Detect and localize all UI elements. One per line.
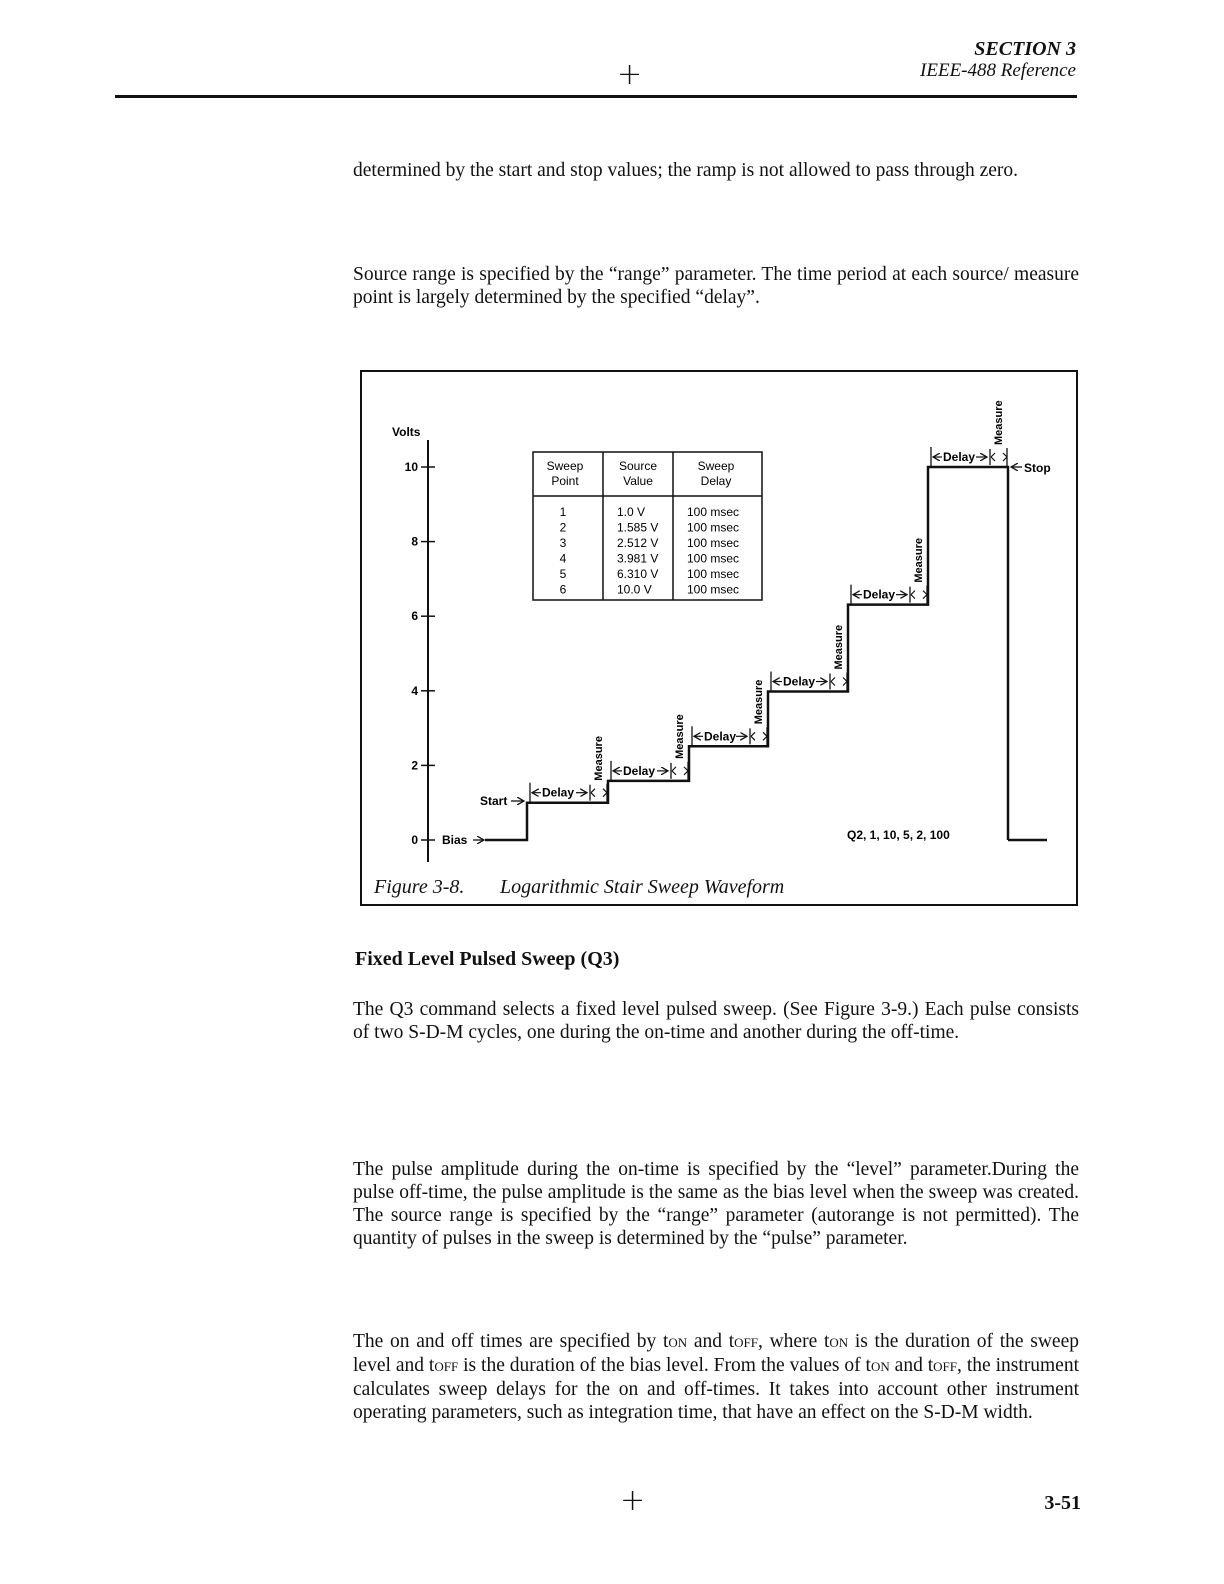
measure-label: Measure bbox=[753, 679, 765, 725]
table-cell: 4 bbox=[559, 551, 567, 566]
table-cell: 2 bbox=[559, 520, 567, 535]
measure-label: Measure bbox=[593, 736, 605, 781]
stop-label: Stop bbox=[1024, 461, 1051, 475]
delay-label: Delay bbox=[783, 674, 816, 689]
page-number: 3-51 bbox=[1044, 1492, 1081, 1514]
measure-left-arrow bbox=[591, 789, 595, 797]
measure-left-arrow bbox=[751, 732, 755, 740]
measure-label: Measure bbox=[913, 537, 925, 583]
table-cell: 100 msec bbox=[687, 505, 740, 519]
y-tick-label: 0 bbox=[411, 833, 418, 847]
y-tick-label: 8 bbox=[411, 534, 418, 549]
start-label: Start bbox=[480, 794, 508, 808]
table-header-cell: Delay bbox=[700, 474, 732, 488]
table-cell: 1.585 V bbox=[617, 520, 659, 535]
paragraph-range: Source range is specified by the “range” parameter. The time period at each source/ measure point is largely determined by the specified “delay”. bbox=[353, 264, 1079, 308]
y-tick-label: 2 bbox=[411, 758, 418, 773]
paragraph-q3-intro: The Q3 command selects a fixed level pulsed sweep. (See Figure 3-9.) Each pulse consists of two S-D-M cycles, one during the on-time and another during the off-time. bbox=[353, 999, 1079, 1043]
registration-mark-bottom: + bbox=[620, 1483, 646, 1518]
measure-label: Measure bbox=[993, 400, 1005, 445]
step-annotation bbox=[931, 400, 1007, 467]
table-cell: 3.981 V bbox=[617, 551, 659, 566]
table-cell: 2.512 V bbox=[617, 536, 659, 550]
step-annotation bbox=[530, 736, 607, 803]
table-header-cell: Source bbox=[618, 459, 658, 473]
table-cell: 3 bbox=[559, 536, 567, 550]
step-annotation bbox=[611, 714, 688, 781]
measure-left-arrow bbox=[831, 678, 835, 686]
table-header-cell: Point bbox=[551, 474, 579, 488]
step-annotation bbox=[851, 538, 927, 605]
command-string: Q2, 1, 10, 5, 2, 100 bbox=[847, 828, 950, 842]
table-cell: 1 bbox=[559, 505, 567, 519]
measure-left-arrow bbox=[672, 767, 676, 775]
delay-label: Delay bbox=[704, 729, 737, 744]
step-annotation bbox=[692, 680, 767, 747]
registration-mark-top: + bbox=[617, 57, 643, 92]
sweep-table bbox=[533, 452, 762, 600]
figure-number: Figure 3-8. bbox=[374, 876, 465, 898]
delay-label: Delay bbox=[623, 763, 656, 778]
table-cell: 100 msec bbox=[687, 567, 740, 581]
y-axis-label: Volts bbox=[392, 425, 421, 439]
delay-label: Delay bbox=[943, 450, 976, 464]
measure-label: Measure bbox=[674, 714, 686, 759]
table-cell: 100 msec bbox=[687, 582, 740, 597]
section-label: SECTION 3 bbox=[974, 38, 1076, 60]
figure-title: Logarithmic Stair Sweep Waveform bbox=[500, 876, 785, 898]
paragraph-ramp: determined by the start and stop values; the ramp is not allowed to pass through zero. bbox=[353, 160, 1019, 181]
table-cell: 5 bbox=[559, 567, 567, 581]
step-annotation bbox=[771, 625, 847, 692]
y-axis-ticks bbox=[405, 460, 435, 847]
y-tick-label: 4 bbox=[411, 683, 418, 698]
delay-label: Delay bbox=[542, 785, 575, 800]
measure-left-arrow bbox=[991, 453, 995, 461]
table-cell: 100 msec bbox=[687, 536, 740, 550]
figure-caption bbox=[374, 876, 784, 899]
paragraph-on-off-times: The on and off times are specified by tON and tOFF, where tON is the duration of the sweep level and tOFF is the duration of the bias level. From the values of tON and tOFF, the instrument calculates sweep delays for the on and off-times. It takes into account other instrument operating parameters, such as integration time, that have an effect on the S-D-M width. bbox=[353, 1331, 1079, 1423]
table-header-cell: Value bbox=[623, 474, 653, 488]
section-heading: Fixed Level Pulsed Sweep (Q3) bbox=[355, 948, 620, 970]
y-tick-label: 6 bbox=[411, 609, 418, 624]
y-tick-label: 10 bbox=[404, 460, 418, 474]
measure-label: Measure bbox=[833, 624, 845, 670]
table-header-cell: Sweep bbox=[546, 459, 584, 473]
bias-label: Bias bbox=[442, 833, 468, 847]
section-reference: IEEE-488 Reference bbox=[920, 60, 1076, 81]
table-cell: 6 bbox=[559, 582, 567, 597]
delay-label: Delay bbox=[863, 587, 896, 602]
table-cell: 10.0 V bbox=[617, 582, 652, 597]
measure-left-arrow bbox=[911, 591, 915, 599]
table-cell: 1.0 V bbox=[617, 505, 646, 519]
table-cell: 6.310 V bbox=[617, 567, 659, 581]
paragraph-pulse-amplitude: The pulse amplitude during the on-time is specified by the “level” parameter.During the pulse off-time, the pulse amplitude is the same as the bias level when the sweep was created. The source range is specified by the “range” parameter (autorange is not permitted). The quantity of pulses in the sweep is determined by the “pulse” parameter. bbox=[353, 1159, 1079, 1249]
table-cell: 100 msec bbox=[687, 551, 740, 566]
table-header-cell: Sweep bbox=[697, 459, 735, 473]
table-cell: 100 msec bbox=[687, 520, 740, 535]
